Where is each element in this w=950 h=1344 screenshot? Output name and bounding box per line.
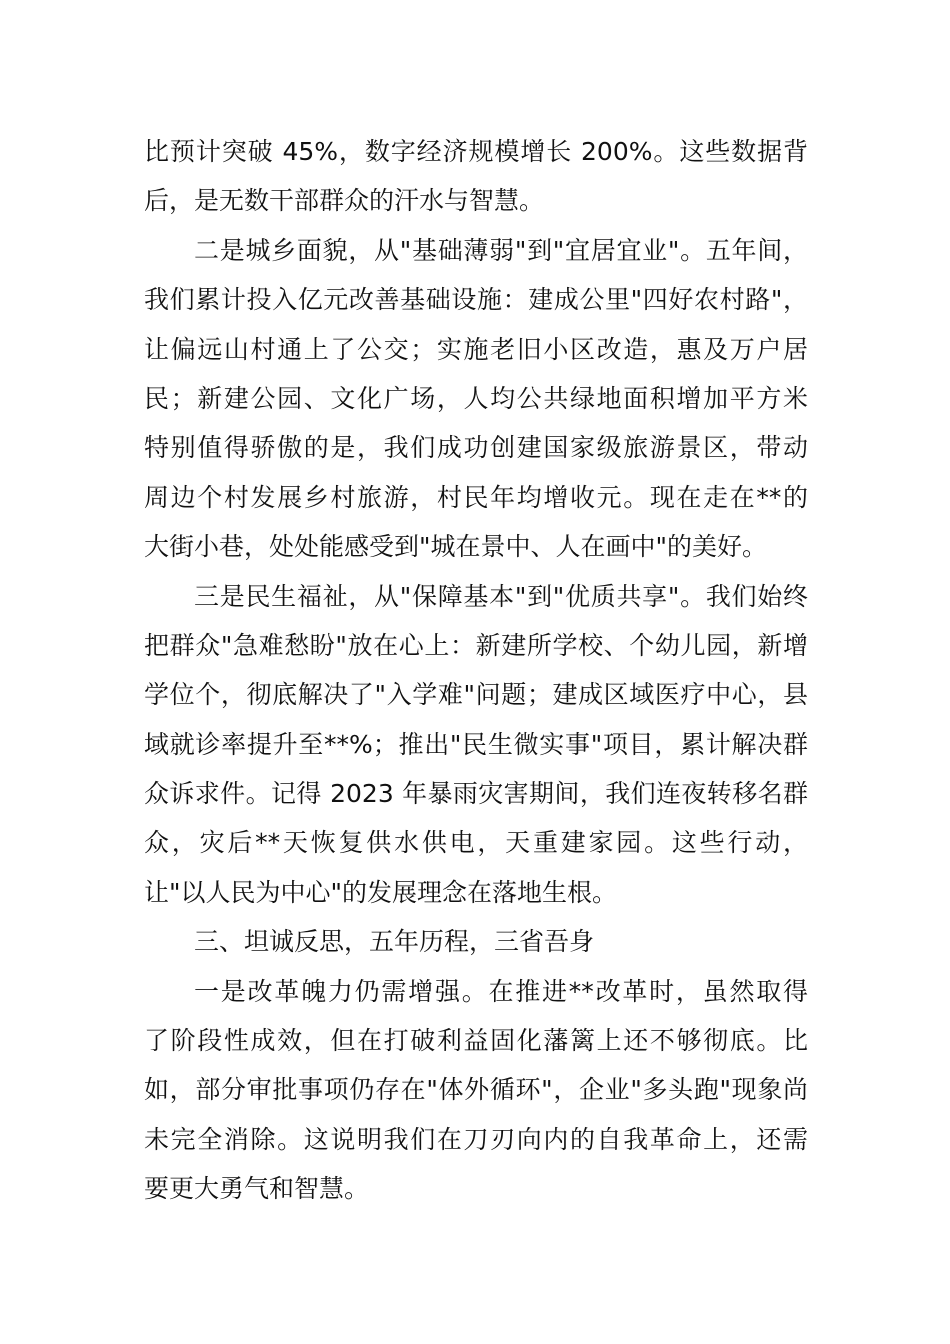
text-line: 一是改革魄力仍需增强。在推进**改革时，虽然取得 — [194, 976, 808, 1006]
text-line: 了阶段性成效，但在打破利益固化藩篱上还不够彻底。比 — [144, 1026, 808, 1056]
text-line: 学位个，彻底解决了"入学难"问题；建成区域医疗中心，县 — [144, 680, 808, 710]
text-line: 让偏远山村通上了公交；实施老旧小区改造，惠及万户居 — [144, 334, 808, 364]
text-line: 特别值得骄傲的是，我们成功创建国家级旅游景区，带动 — [144, 433, 808, 463]
text-line: 把群众"急难愁盼"放在心上：新建所学校、个幼儿园，新增 — [144, 630, 808, 660]
text-line: 后，是无数干部群众的汗水与智慧。 — [144, 186, 545, 216]
text-line: 周边个村发展乡村旅游，村民年均增收元。现在走在**的 — [144, 482, 808, 512]
text-line: 大街小巷，处处能感受到"城在景中、人在画中"的美好。 — [144, 532, 768, 562]
text-line: 三是民生福祉，从"保障基本"到"优质共享"。我们始终 — [194, 581, 808, 611]
text-line: 让"以人民为中心"的发展理念在落地生根。 — [144, 877, 617, 907]
section-heading: 三、坦诚反思，五年历程，三省吾身 — [194, 927, 595, 957]
text-line: 民；新建公园、文化广场，人均公共绿地面积增加平方米 — [144, 383, 808, 413]
text-line: 比预计突破 45%，数字经济规模增长 200%。这些数据背 — [144, 137, 808, 166]
text-line: 二是城乡面貌，从"基础薄弱"到"宜居宜业"。五年间， — [194, 235, 808, 265]
text-line: 我们累计投入亿元改善基础设施：建成公里"四好农村路"， — [144, 285, 808, 315]
text-line: 如，部分审批事项仍存在"体外循环"，企业"多头跑"现象尚 — [144, 1075, 808, 1105]
text-line: 未完全消除。这说明我们在刀刃向内的自我革命上，还需 — [144, 1124, 808, 1154]
text-line: 域就诊率提升至**%；推出"民生微实事"项目，累计解决群 — [144, 729, 808, 759]
text-line: 众诉求件。记得 2023 年暴雨灾害期间，我们连夜转移名群 — [144, 779, 808, 809]
text-line: 众，灾后**天恢复供水供电，天重建家园。这些行动， — [144, 828, 808, 858]
document-body — [144, 127, 808, 1214]
text-line: 要更大勇气和智慧。 — [144, 1174, 370, 1204]
